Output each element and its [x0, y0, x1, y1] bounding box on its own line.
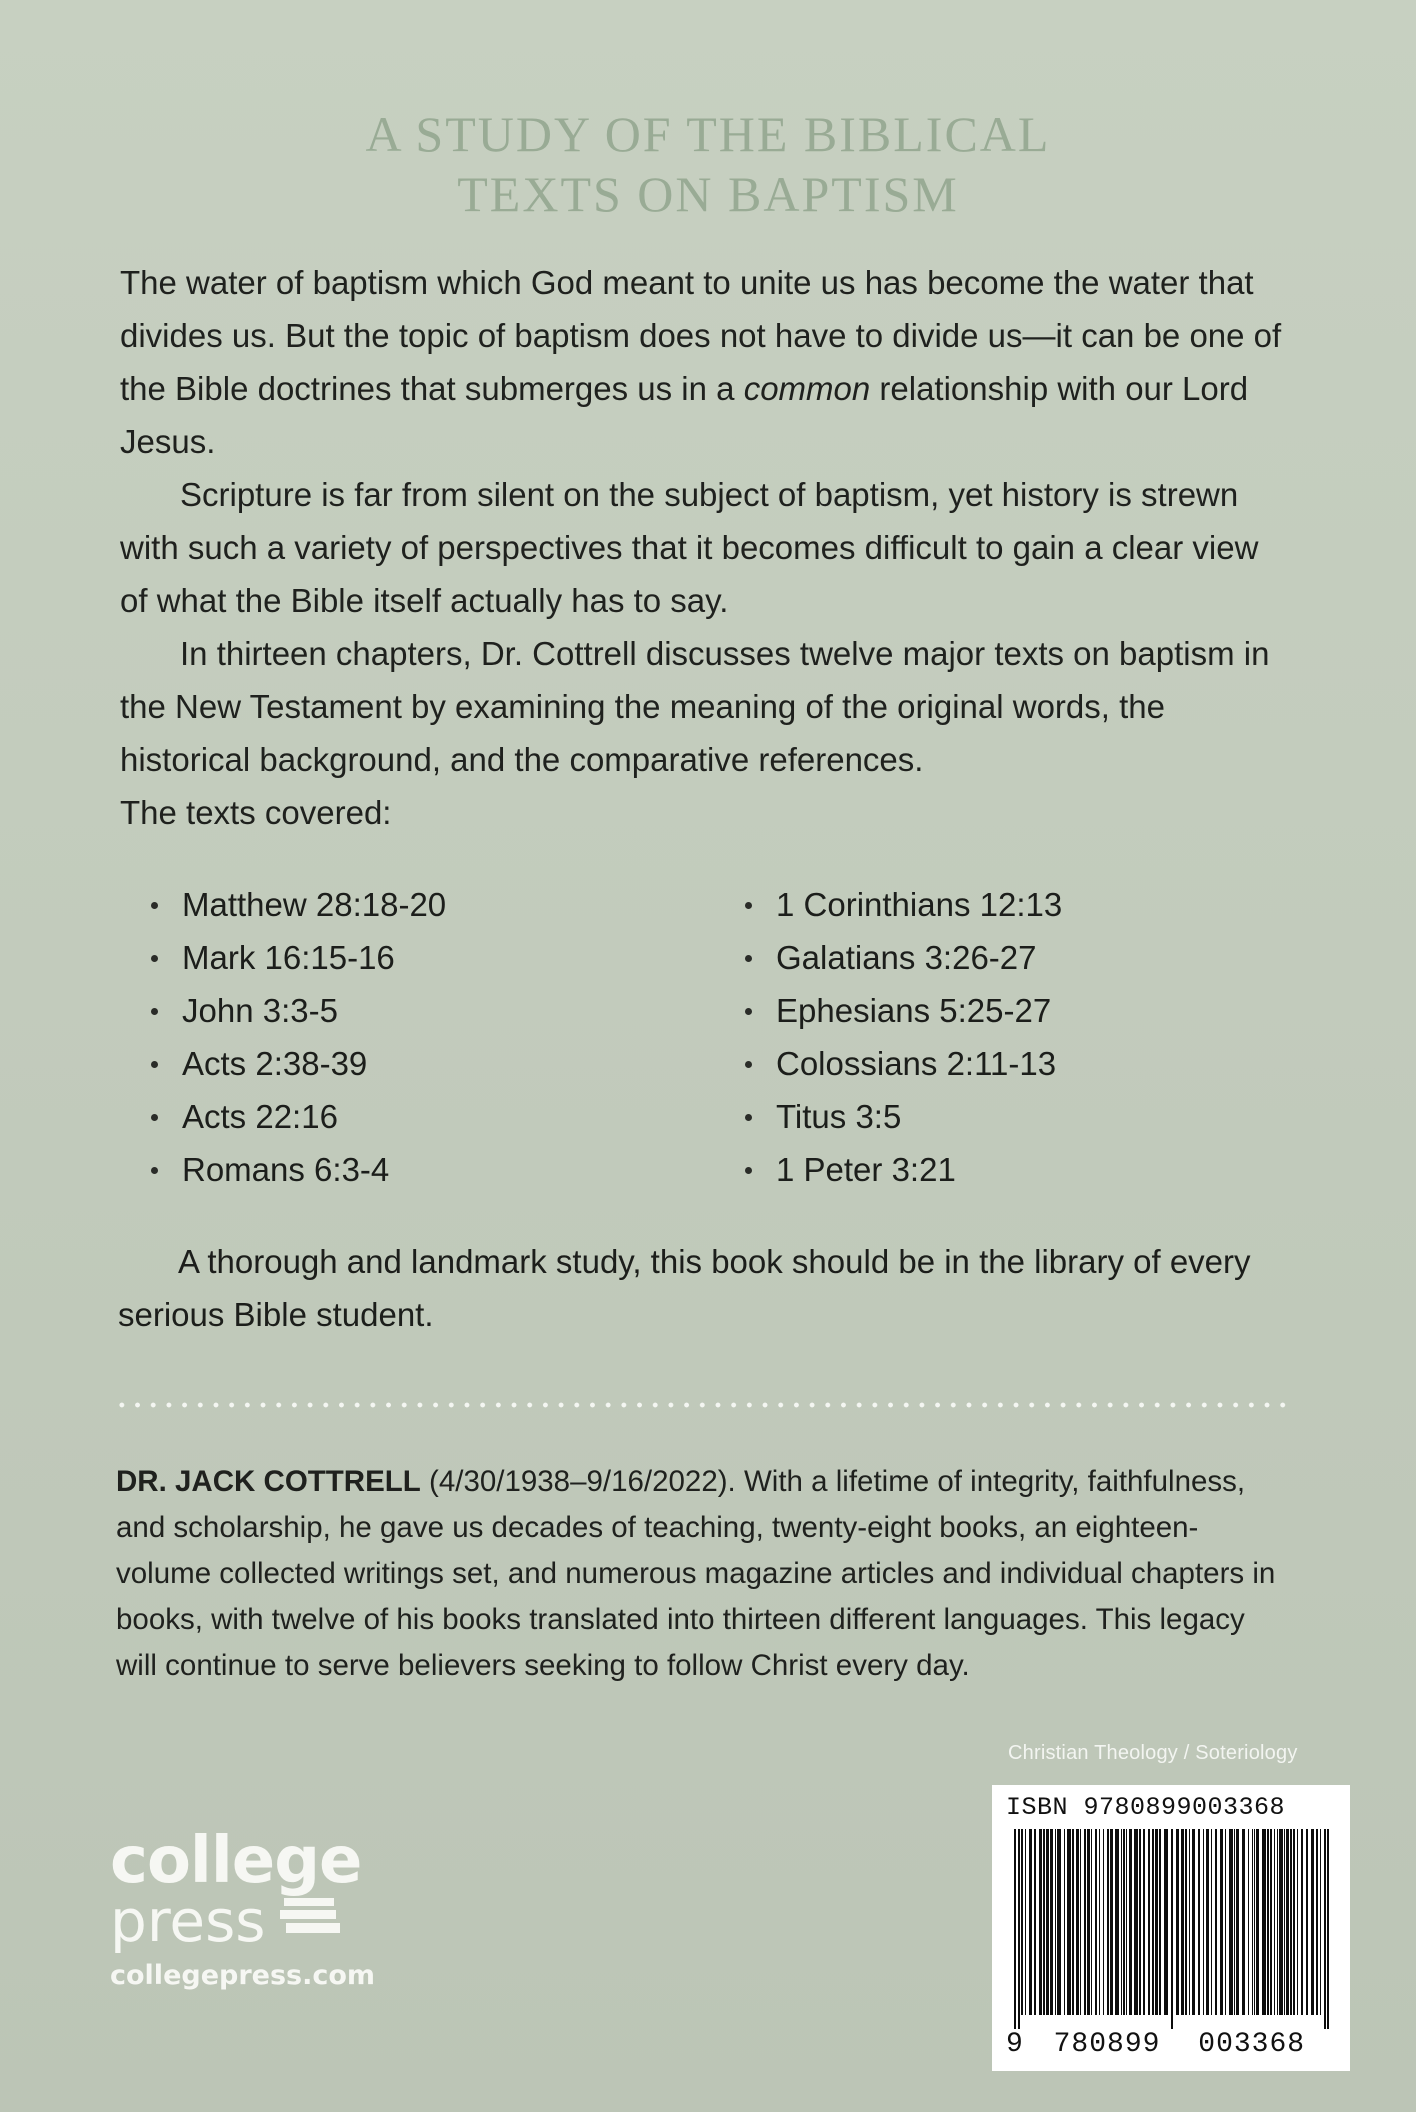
- description-paragraph-1: [120, 256, 1290, 468]
- list-item: Acts 22:16: [146, 1090, 446, 1143]
- list-item: Mark 16:15-16: [146, 931, 446, 984]
- list-item: Matthew 28:18-20: [146, 878, 446, 931]
- list-item: Colossians 2:11-13: [740, 1037, 1062, 1090]
- list-item: Ephesians 5:25-27: [740, 984, 1062, 1037]
- p1-text-end: relationship with our Lord Jesus.: [120, 370, 1249, 460]
- author-name: DR. JACK COTTRELL: [116, 1465, 421, 1498]
- heading-line-1: A STUDY OF THE BIBLICAL: [365, 106, 1051, 162]
- p1-text-start: The water of baptism which God meant to unite us has become the water that divides us. But the topic of baptism does not have to divide us—it can be one of the Bible doctrines that submerges us in a: [120, 264, 1282, 407]
- heading-line-2: TEXTS ON BAPTISM: [457, 166, 959, 222]
- barcode-digit-first: 9: [1006, 2029, 1024, 2060]
- author-bio: [116, 1459, 1292, 1689]
- description: [120, 256, 1290, 839]
- author-bio-text: (4/30/1938–9/16/2022). With a lifetime of integrity, faithfulness, and scholarship, he gave us decades of teaching, twenty-eight books, an eighteen-volume collected writings set, and numerous magazine articles and individual chapters in books, with twelve of his books translated into thirteen different languages. This legacy will continue to serve believers seeking to follow Christ every day.: [116, 1465, 1276, 1682]
- isbn-label: ISBN 9780899003368: [1006, 1793, 1286, 1822]
- list-item: 1 Corinthians 12:13: [740, 878, 1062, 931]
- list-item: Titus 3:5: [740, 1090, 1062, 1143]
- books-stack-icon: [280, 1896, 342, 1936]
- closing-statement: [118, 1235, 1290, 1341]
- texts-list-right-column: [740, 878, 1062, 1196]
- barcode-bars: [1006, 1829, 1336, 2029]
- barcode-digit-group-1: 780899: [1053, 2029, 1161, 2060]
- category-label: Christian Theology / Soteriology: [1008, 1742, 1298, 1764]
- barcode-digit-group-2: 003368: [1198, 2029, 1306, 2060]
- cover-heading: [0, 104, 1416, 224]
- list-item: Galatians 3:26-27: [740, 931, 1062, 984]
- publisher-name-line-1: college: [110, 1824, 362, 1898]
- texts-covered-label: The texts covered:: [120, 794, 392, 831]
- barcode: [992, 1785, 1350, 2071]
- publisher-name-line-2-row: [110, 1887, 375, 1955]
- barcode-digits: [1006, 2029, 1336, 2060]
- list-item: Romans 6:3-4: [146, 1143, 446, 1196]
- closing-text: A thorough and landmark study, this book should be in the library of every serious Bible student.: [118, 1243, 1251, 1333]
- list-item: 1 Peter 3:21: [740, 1143, 1062, 1196]
- publisher-url: collegepress.com: [110, 1960, 376, 1991]
- publisher-name-line-2: press: [110, 1887, 266, 1955]
- description-paragraph-3: In thirteen chapters, Dr. Cottrell discusses twelve major texts on baptism in the New Testament by examining the meaning of the original words, the historical background, and the comparative references.: [120, 635, 1270, 778]
- texts-list-left-column: [146, 878, 446, 1196]
- dotted-divider: [114, 1402, 1292, 1408]
- list-item: Acts 2:38-39: [146, 1037, 446, 1090]
- p1-emphasis: common: [743, 370, 871, 407]
- list-item: John 3:3-5: [146, 984, 446, 1037]
- description-paragraph-2: Scripture is far from silent on the subject of baptism, yet history is strewn with such a variety of perspectives that it becomes difficult to gain a clear view of what the Bible itself actually has to say.: [120, 476, 1259, 619]
- publisher-logo: [110, 1824, 376, 1998]
